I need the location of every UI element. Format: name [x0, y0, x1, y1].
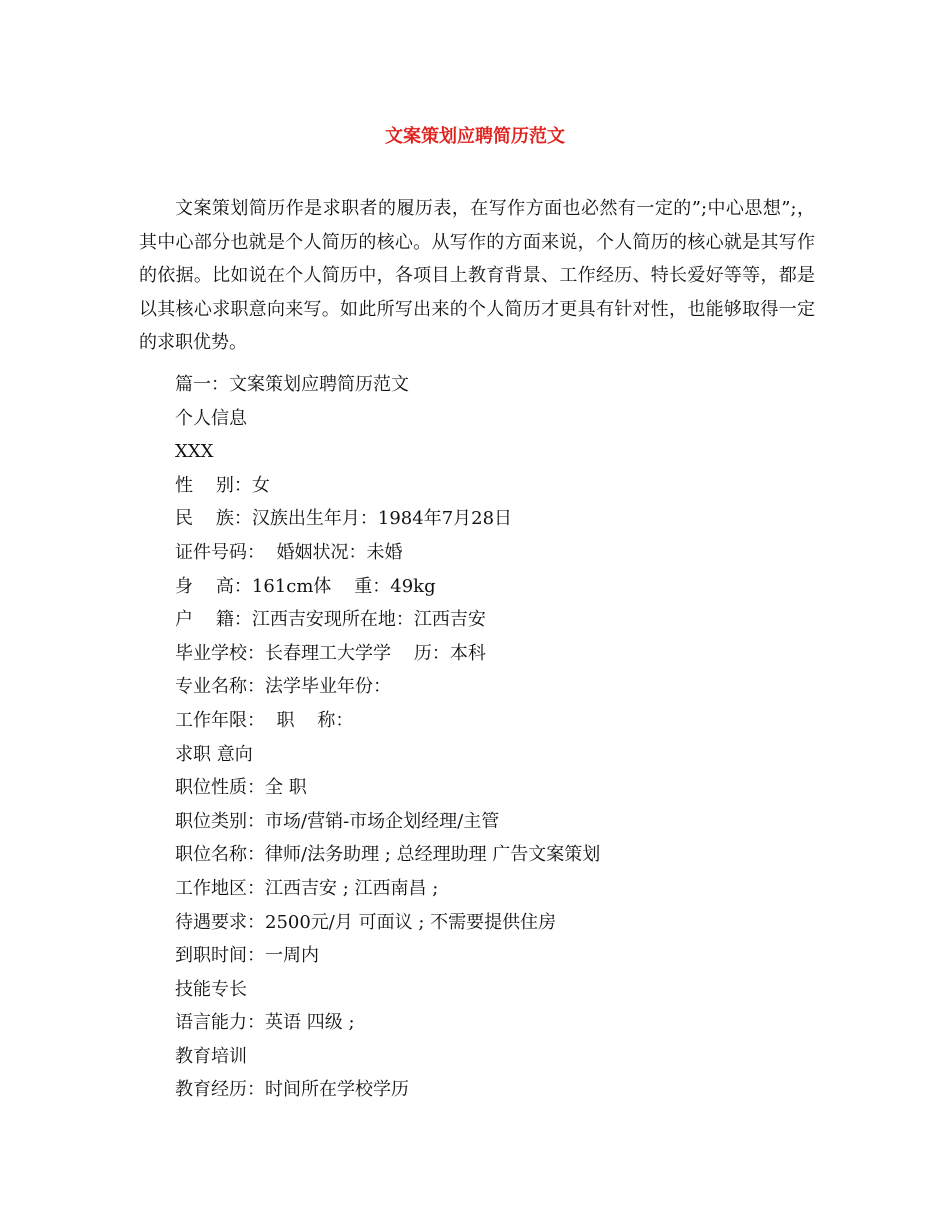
section-heading-skills: 技能专长 [175, 978, 247, 1000]
resume-field-language: 语言能力：英语 四级 ; [175, 1012, 355, 1034]
resume-field-id-marital: 证件号码： 婚姻状况：未婚 [175, 541, 403, 563]
section-heading-chapter-one: 篇一：文案策划应聘简历范文 [175, 374, 409, 395]
section-heading-personal-info: 个人信息 [175, 407, 247, 429]
intro-paragraph: 文案策划简历作是求职者的履历表，在写作方面也必然有一定的”;中心思想”;，其中心部分也就是个人简历的核心。从写作的方面来说，个人简历的核心就是其写作的依据。比如说在个人简历中，各项目上教育背景、工作经历、特长爱好等等，都是以其核心求职意向来写。如此所写出来的个人简历才更具有针对性，也能够取得一定的求职优势。 [139, 198, 815, 354]
resume-name: XXX [175, 441, 214, 463]
resume-field-major-gradyear: 专业名称：法学毕业年份： [175, 676, 391, 698]
resume-field-job-title: 职位名称：律师/法务助理 ; 总经理助理 广告文案策划 [175, 844, 601, 866]
document-title: 文案策划应聘简历范文 [385, 126, 565, 147]
resume-field-education-history: 教育经历：时间所在学校学历 [175, 1079, 409, 1101]
resume-field-hukou-location: 户 籍：江西吉安现所在地：江西吉安 [175, 609, 486, 631]
section-heading-education: 教育培训 [175, 1045, 247, 1067]
resume-field-height-weight: 身 高：161cm体 重：49kg [175, 575, 436, 597]
resume-field-salary: 待遇要求：2500元/月 可面议 ; 不需要提供住房 [175, 911, 557, 933]
resume-field-job-nature: 职位性质：全 职 [175, 777, 307, 799]
resume-field-work-area: 工作地区：江西吉安 ; 江西南昌 ; [175, 877, 439, 899]
resume-field-start-time: 到职时间：一周内 [175, 945, 319, 967]
resume-field-job-category: 职位类别：市场/营销-市场企划经理/主管 [175, 810, 500, 832]
resume-field-experience-title: 工作年限： 职 称： [175, 709, 354, 731]
resume-lines [175, 368, 815, 1107]
resume-field-ethnicity-birthdate: 民 族：汉族出生年月：1984年7月28日 [175, 508, 513, 530]
resume-field-school-degree: 毕业学校：长春理工大学学 历：本科 [175, 642, 486, 664]
section-heading-job-intention: 求职 意向 [175, 743, 253, 765]
resume-field-gender: 性 别：女 [175, 474, 270, 496]
